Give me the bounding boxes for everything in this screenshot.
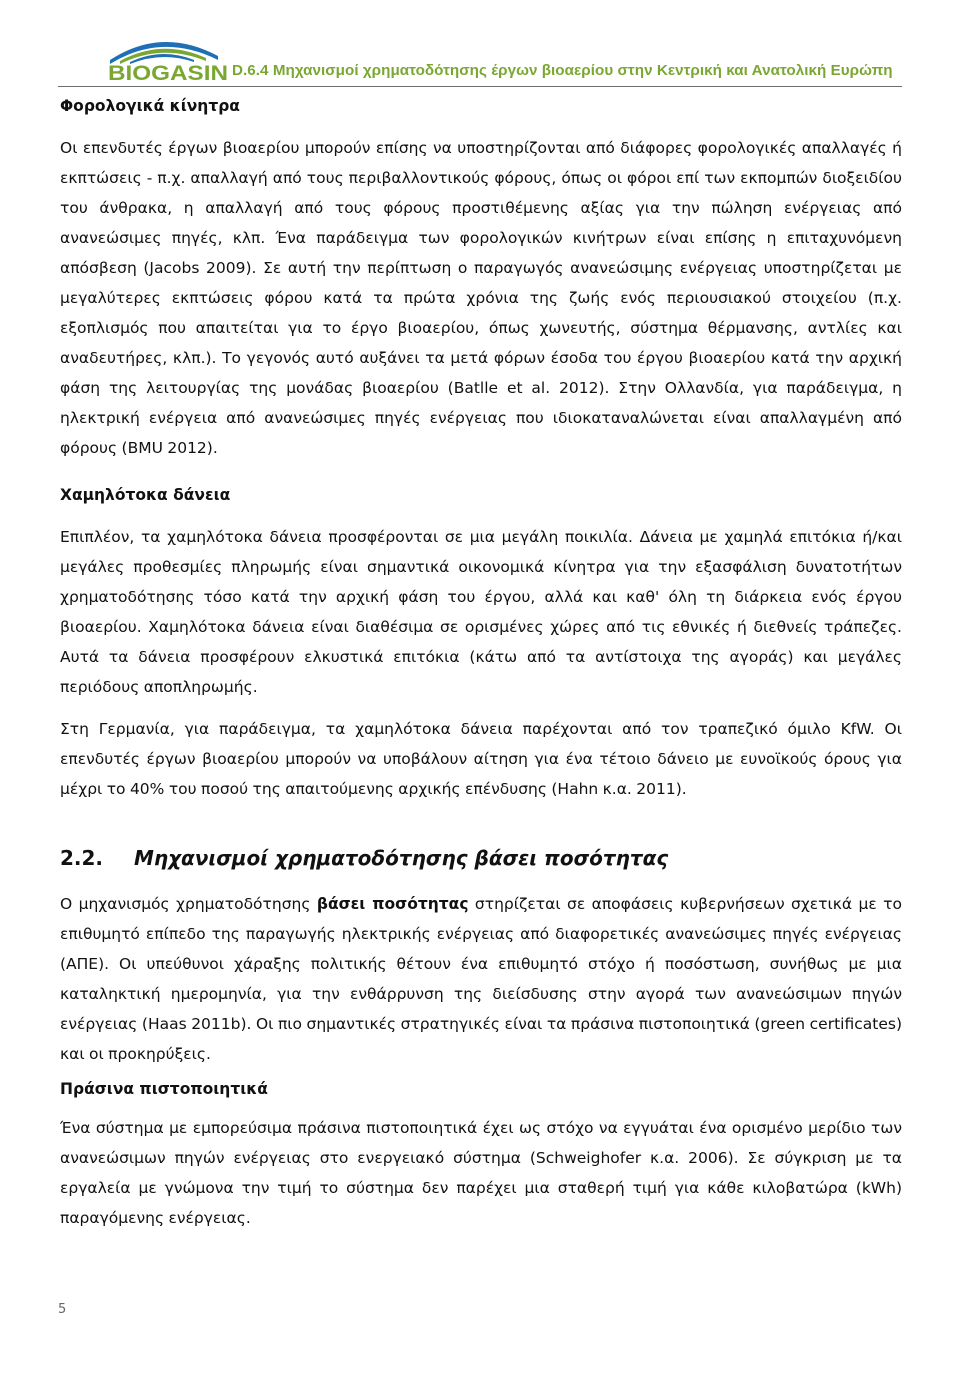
section-number: 2.2. (60, 846, 104, 870)
text-part: Ο μηχανισμός χρηματοδότησης (60, 894, 317, 913)
section-title: Μηχανισμοί χρηματοδότησης βάσει ποσότητας (134, 846, 669, 870)
page-number: 5 (58, 1302, 67, 1317)
text-part: στηρίζεται σε αποφάσεις κυβερνήσεων σχετικά με το επιθυμητό επίπεδο της παραγωγής ηλεκτρικής ενέργειας από διαφορετικές ανανεώσιμες πηγές ενέργειας (ΑΠΕ). Οι υπεύθυνοι χάραξης πολιτικής θέτουν ένα επιθυμητό στόχο ή ποσόστωση, συνήθως με μια καταληκτική ημερομηνία, για την ενθάρρυνση της διείσδυσης στην αγορά των ανανεώσιμων πηγών ενέργειας (Haas 2011b). Οι πιο σημαντικές στρατηγικές είναι τα πράσινα πιστοποιητικά (green certificates) και οι προκηρύξεις. (60, 894, 902, 1063)
paragraph-quantity-based (60, 889, 902, 1069)
heading-green-certificates: Πράσινα πιστοποιητικά (60, 1079, 268, 1098)
heading-low-interest-loans: Χαμηλότοκα δάνεια (60, 486, 231, 504)
header-title: D.6.4 Μηχανισμοί χρηματοδότησης έργων βιοαερίου στην Κεντρική και Ανατολική Ευρώπη (232, 62, 893, 79)
logo-arcs (110, 42, 218, 64)
biogasin-logo (106, 30, 232, 84)
page-header (0, 0, 960, 92)
paragraph-tax-incentives: Οι επενδυτές έργων βιοαερίου μπορούν επίσης να υποστηρίζονται από διάφορες φορολογικές απαλλαγές ή εκπτώσεις - π.χ. απαλλαγή από τους περιβαλλοντικούς φόρους, όπως οι φόροι επί των εκπομπών διοξειδίου του άνθρακα, η απαλλαγή από τους φόρους προστιθέμενης αξίας για την πώληση ενέργειας από ανανεώσιμες πηγές, κλπ. Ένα παράδειγμα των φορολογικών κινήτρων είναι επίσης η επιταχυνόμενη απόσβεση (Jacobs 2009). Σε αυτή την περίπτωση ο παραγωγός ανανεώσιμης ενέργειας υποστηρίζεται με μεγαλύτερες εκπτώσεις φόρου κατά τα πρώτα χρόνια της ζωής ενός περιουσιακού στοιχείου (π.χ. εξοπλισμός που απαιτείται για το έργο βιοαερίου, όπως χωνευτής, σύστημα θέρμανσης, αντλίες και αναδευτήρες, κλπ.). Το γεγονός αυτό αυξάνει τα μετά φόρων έσοδα του έργου βιοαερίου κατά την αρχική φάση της λειτουργίας της μονάδας βιοαερίου (Batlle et al. 2012). Στην Ολλανδία, για παράδειγμα, η ηλεκτρική ενέργεια από ανανεώσιμες πηγές ενέργειας που ιδιοκαταναλώνεται είναι απαλλαγμένη από φόρους (BMU 2012). (60, 139, 902, 457)
paragraph-low-interest-loans: Επιπλέον, τα χαμηλότοκα δάνεια προσφέρονται σε μια μεγάλη ποικιλία. Δάνεια με χαμηλά επιτόκια ή/και μεγάλες προθεσμίες πληρωμής είναι σημαντικά οικονομικά κίνητρα για την εξασφάλιση δυνατοτήτων χρηματοδότησης τόσο κατά την αρχική φάση του έργου, αλλά και καθ' όλη τη διάρκεια ενός έργου βιοαερίου. Χαμηλότοκα δάνεια είναι διαθέσιμα σε ορισμένες χώρες από τις εθνικές ή διεθνείς τράπεζες. Αυτά τα δάνεια προσφέρουν ελκυστικά επιτόκια (κάτω από τα αντίστοιχα της αγοράς) και μεγάλες περιόδους αποπληρωμής. (60, 528, 902, 696)
logo-wordmark: BIOGASIN (108, 62, 228, 84)
paragraph-kfw-loans: Στη Γερμανία, για παράδειγμα, τα χαμηλότοκα δάνεια παρέχονται από τον τραπεζικό όμιλο KfW. Οι επενδυτές έργων βιοαερίου μπορούν να υποβάλουν αίτηση για ένα τέτοιο δάνειο με ευνοϊκούς όρους για μέχρι το 40% του ποσού της απαιτούμενης αρχικής επένδυσης (Hahn κ.α. 2011). (60, 720, 902, 798)
paragraph-green-certificates: Ένα σύστημα με εμπορεύσιμα πράσινα πιστοποιητικά έχει ως στόχο να εγγυάται ένα ορισμένο μερίδιο των ανανεώσιμων πηγών ενέργειας στο ενεργειακό σύστημα (Schweighofer κ.α. 2006). Σε σύγκριση με τα εργαλεία με γνώμονα την τιμή το σύστημα δεν παρέχει μια σταθερή τιμή για κάθε κιλοβατώρα (kWh) παραγόμενης ενέργειας. (60, 1118, 902, 1227)
bold-term: βάσει ποσότητας (316, 894, 469, 913)
document-body (60, 94, 902, 1233)
section-heading-2-2 (60, 844, 902, 872)
header-divider (58, 86, 902, 87)
heading-tax-incentives: Φορολογικά κίνητρα (60, 97, 240, 115)
